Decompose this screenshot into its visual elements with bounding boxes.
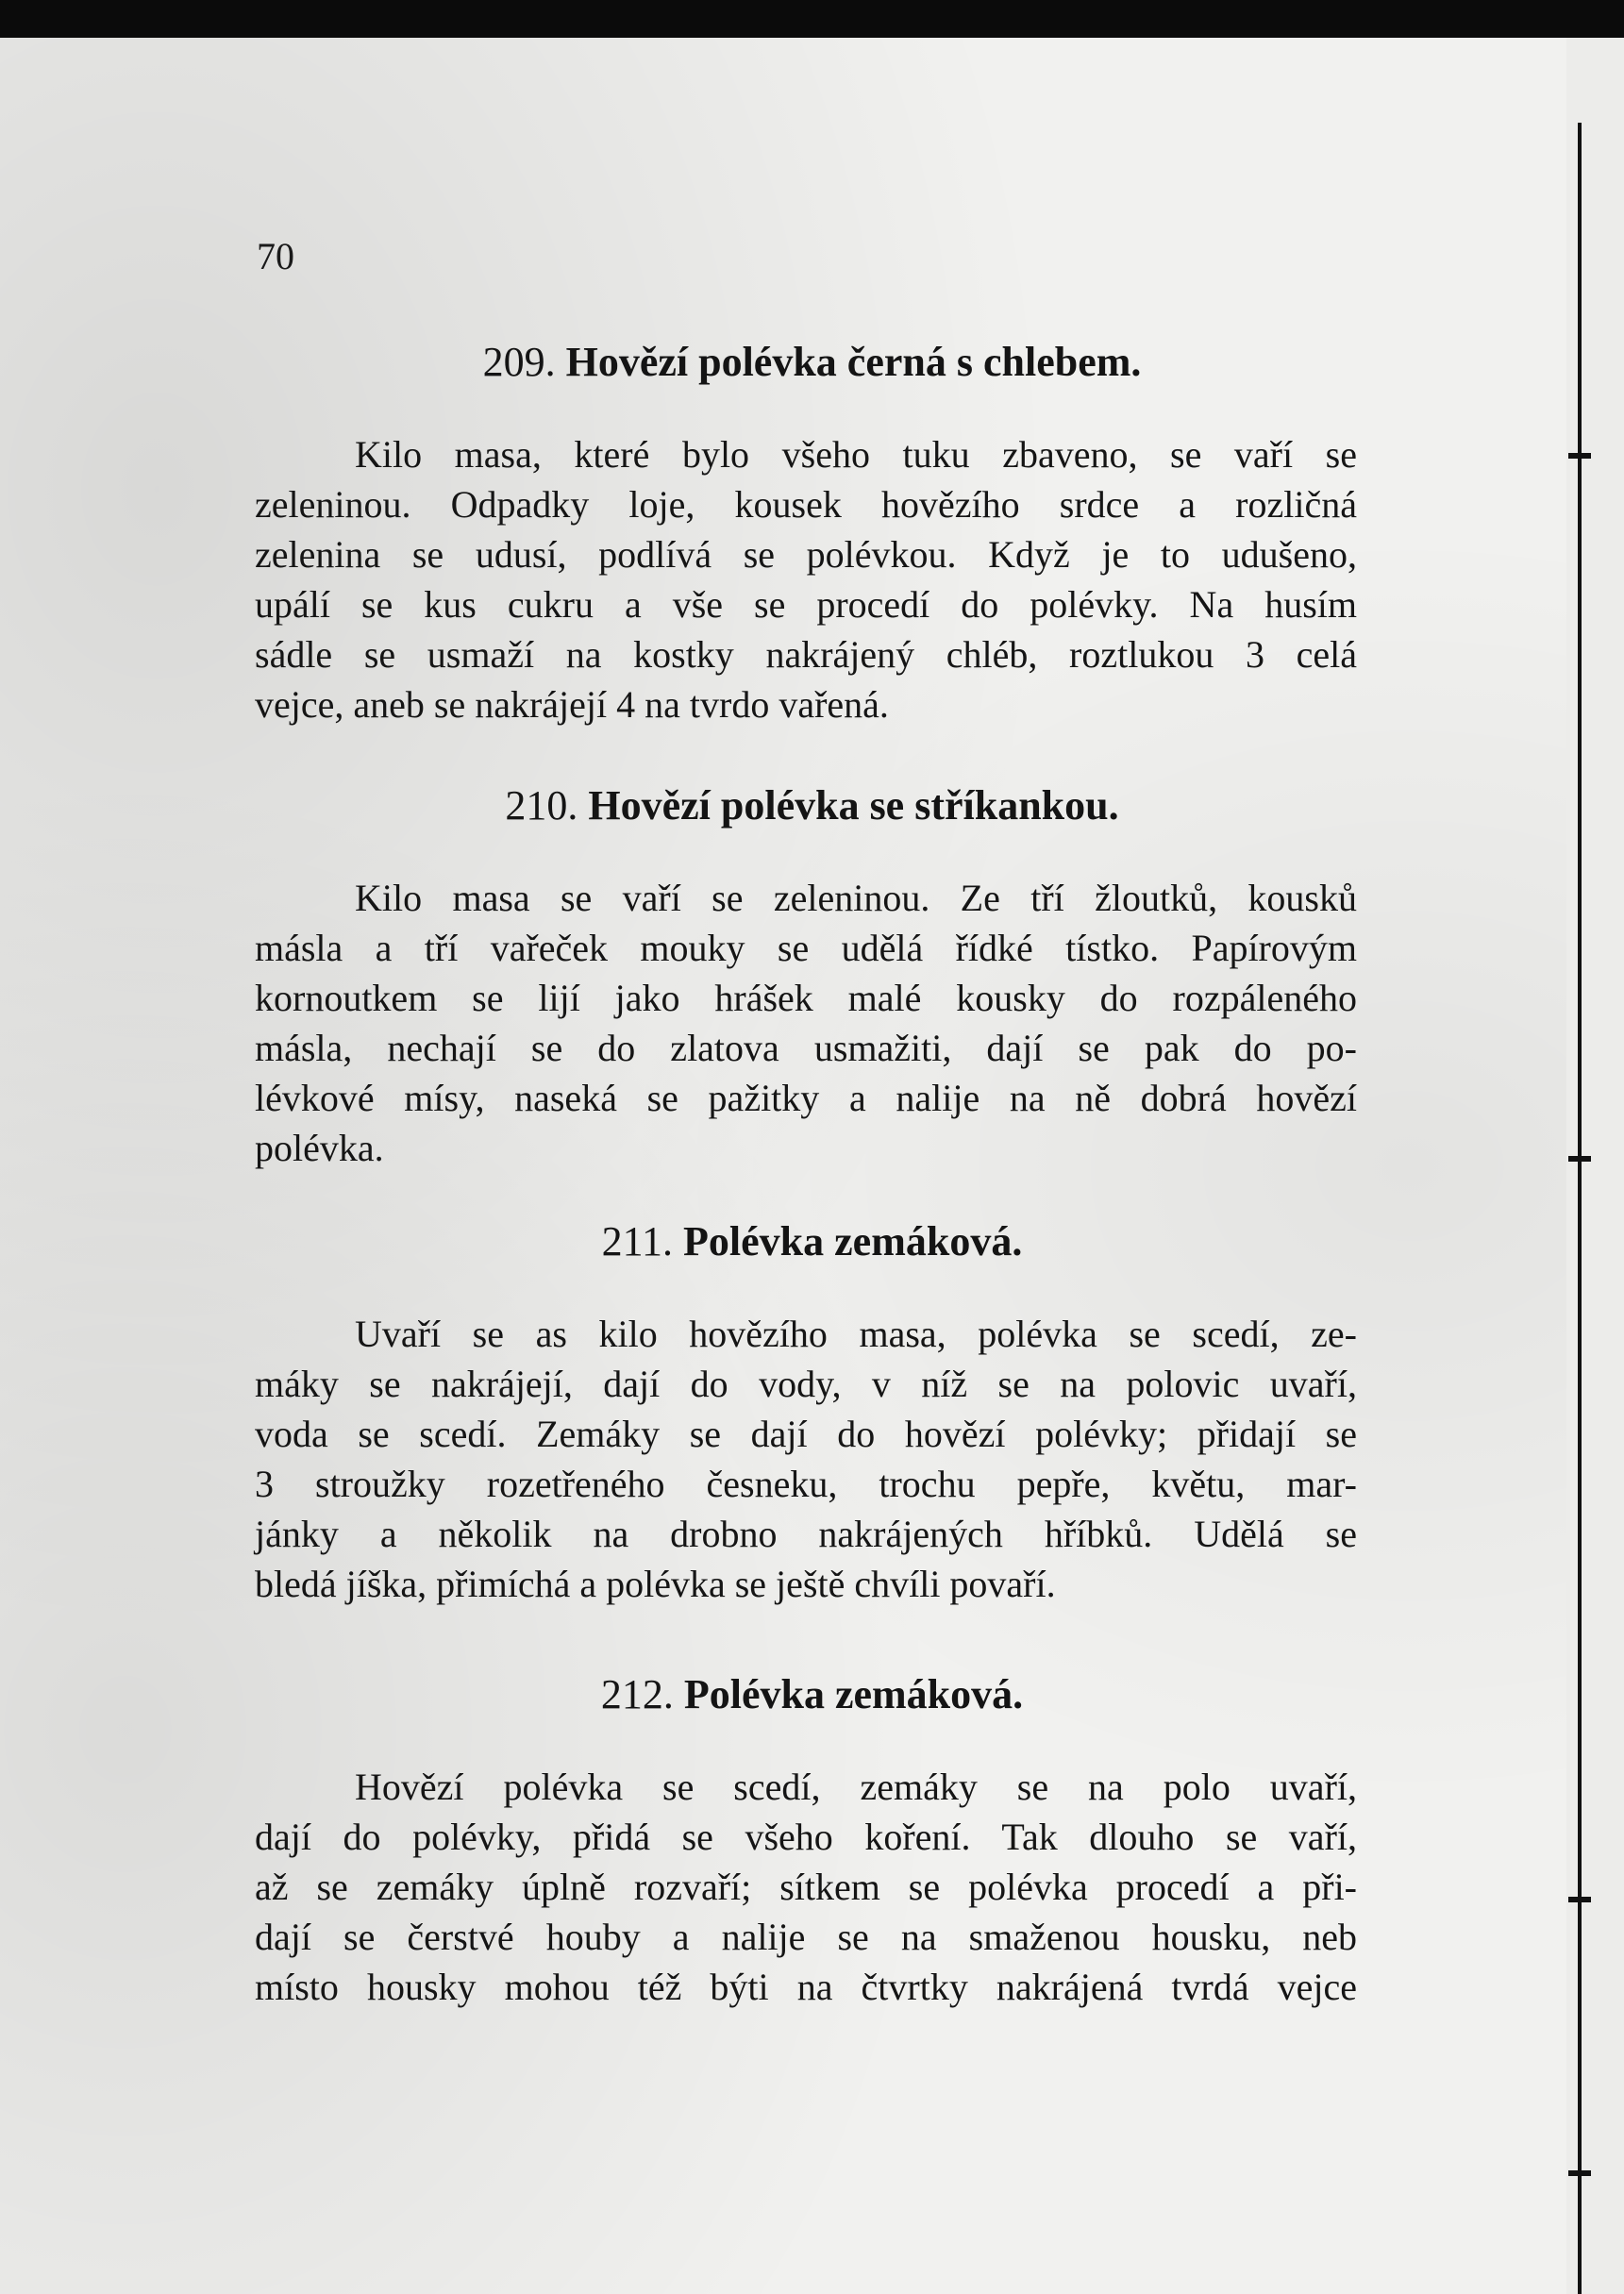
page-number: 70: [257, 235, 294, 277]
text-line: Hovězí polévka se scedí, zemáky se na polo uvaří,: [355, 1766, 1357, 1808]
recipe-heading: [0, 338, 1624, 386]
text-line: sádle se usmaží na kostky nakrájený chléb, roztlukou 3 celá: [255, 633, 1357, 676]
text-line: upálí se kus cukru a vše se procedí do polévky. Na husím: [255, 583, 1357, 626]
text-line: másla a tří vařeček mouky se udělá řídké tístko. Papírovým: [255, 927, 1357, 969]
recipe-text: [255, 873, 1357, 1173]
text-line: Kilo masa, které bylo všeho tuku zbaveno, se vaří se: [355, 433, 1357, 476]
text-line: Uvaří se as kilo hovězího masa, polévka se scedí, ze-: [355, 1313, 1357, 1355]
edge-mark: [1568, 1897, 1591, 1902]
recipe-title: Hovězí polévka se stříkankou.: [588, 782, 1119, 829]
text-line: až se zemáky úplně rozvaří; sítkem se polévka procedí a při-: [255, 1866, 1357, 1908]
recipe-text: [255, 429, 1357, 729]
recipe-title: Hovězí polévka černá s chlebem.: [565, 339, 1142, 385]
text-line: místo housky mohou též býti na čtvrtky nakrájená tvrdá vejce: [255, 1966, 1357, 2008]
recipe-text: [255, 1309, 1357, 1609]
recipe-title: Polévka zemáková.: [683, 1218, 1023, 1264]
text-line: máky se nakrájejí, dají do vody, v níž se na polovic uvaří,: [255, 1363, 1357, 1405]
text-line: Kilo masa se vaří se zeleninou. Ze tří žloutků, kousků: [355, 877, 1357, 919]
text-line: zeleninou. Odpadky loje, kousek hovězího srdce a rozličná: [255, 483, 1357, 526]
text-line: polévka.: [255, 1127, 384, 1169]
recipe-heading: [0, 1217, 1624, 1265]
text-line: dají do polévky, přidá se všeho koření. Tak dlouho se vaří,: [255, 1816, 1357, 1858]
text-line: vejce, aneb se nakrájejí 4 na tvrdo vařená.: [255, 683, 889, 726]
edge-mark: [1568, 453, 1591, 459]
text-line: jánky a několik na drobno nakrájených hříbků. Udělá se: [255, 1513, 1357, 1555]
text-line: dají se čerstvé houby a nalije se na smaženou housku, neb: [255, 1916, 1357, 1958]
recipe-text: [255, 1762, 1357, 2012]
edge-mark: [1568, 2170, 1591, 2176]
recipe-number: 211.: [601, 1218, 674, 1264]
recipe-number: 209.: [482, 339, 556, 385]
recipe-heading: [0, 1670, 1624, 1718]
recipe-heading: [0, 781, 1624, 829]
recipe-title: Polévka zemáková.: [683, 1671, 1024, 1717]
binding-line: [1578, 123, 1582, 2294]
text-line: másla, nechají se do zlatova usmažiti, dají se pak do po-: [255, 1027, 1357, 1069]
text-line: 3 stroužky rozetřeného česneku, trochu pepře, květu, mar-: [255, 1463, 1357, 1505]
text-line: lévkové mísy, naseká se pažitky a nalije na ně dobrá hovězí: [255, 1077, 1357, 1119]
text-line: bledá jíška, přimíchá a polévka se ještě chvíli povaří.: [255, 1563, 1056, 1605]
recipe-number: 212.: [600, 1671, 674, 1717]
edge-mark: [1568, 1156, 1591, 1162]
text-line: voda se scedí. Zemáky se dají do hovězí polévky; přidají se: [255, 1413, 1357, 1455]
recipe-number: 210.: [505, 782, 578, 829]
text-line: zelenina se udusí, podlívá se polévkou. Když je to udušeno,: [255, 533, 1357, 576]
text-line: kornoutkem se lijí jako hrášek malé kousky do rozpáleného: [255, 977, 1357, 1019]
